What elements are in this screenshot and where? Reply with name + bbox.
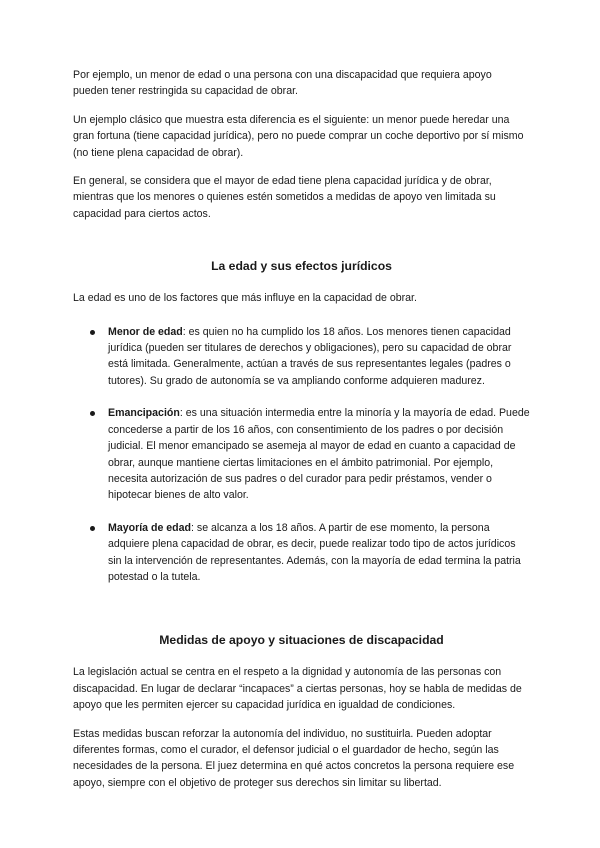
bullet-icon	[90, 411, 95, 416]
list-item	[73, 520, 530, 586]
list-item	[73, 324, 530, 390]
bullet-term: Emancipación	[108, 407, 180, 420]
paragraph-legislation: La legislación actual se centra en el respeto a la dignidad y autonomía de las personas con discapacidad. En lugar de declarar “incapaces” a ciertas personas, hoy se habla de medidas de apoyo que les permiten ejercer su capacidad jurídica en igualdad de condiciones.	[73, 666, 522, 712]
bullet-term: Menor de edad	[108, 325, 183, 338]
paragraph-classic-example: Un ejemplo clásico que muestra esta diferencia es el siguiente: un menor puede heredar una gran fortuna (tiene capacidad jurídica), pero no puede comprar un coche deportivo por sí mismo (no tiene plena capacidad de obrar).	[73, 113, 524, 159]
paragraph-support-measures: Estas medidas buscan reforzar la autonomía del individuo, no sustituirla. Pueden adoptar diferentes formas, como el curador, el defensor judicial o el guardador de hecho, según las necesidades de la persona. El juez determina en qué actos concretos la persona requiere ese apoyo, siempre con el objetivo de proteger sus derechos sin limitar su libertad.	[73, 727, 515, 789]
list-item	[73, 405, 530, 503]
section-intro-age: La edad es uno de los factores que más influye en la capacidad de obrar.	[73, 292, 417, 305]
paragraph-example-minor: Por ejemplo, un menor de edad o una persona con una discapacidad que requiera apoyo pueden tener restringida su capacidad de obrar.	[73, 69, 492, 98]
age-bullet-list	[73, 324, 530, 586]
paragraph-general: En general, se considera que el mayor de edad tiene plena capacidad jurídica y de obrar, mientras que los menores o quienes estén sometidos a medidas de apoyo ven limitada su capacidad para ciertos actos.	[73, 175, 496, 220]
section-heading-age: La edad y sus efectos jurídicos	[211, 259, 392, 274]
bullet-term: Mayoría de edad	[108, 521, 192, 534]
bullet-text: : es quien no ha cumplido los 18 años. Los menores tienen capacidad jurídica (pueden ser titulares de derechos y obligaciones), pero su capacidad de obrar está limitada. Generalmente, actúan a través de sus representantes legales (padres o tutores). Su grado de autonomía se va ampliando conforme adquieren madurez.	[108, 325, 512, 387]
section-heading-support: Medidas de apoyo y situaciones de discapacidad	[159, 633, 444, 648]
bullet-text: : se alcanza a los 18 años. A partir de ese momento, la persona adquiere plena capacidad de obrar, es decir, puede realizar todo tipo de actos jurídicos sin la intervención de representantes. Además, con la mayoría de edad termina la patria potestad o la tutela.	[108, 521, 521, 583]
bullet-text: : es una situación intermedia entre la minoría y la mayoría de edad. Puede concederse a partir de los 16 años, con consentimiento de los padres o por decisión judicial. El menor emancipado se asemeja al mayor de edad en cuanto a capacidad de obrar, aunque mantiene ciertas limitaciones en el ámbito patrimonial. Por ejemplo, necesita autorización de sus padres o del curador para pedir préstamos, vender o hipotecar bienes de alto valor.	[108, 407, 530, 502]
bullet-icon	[90, 330, 95, 335]
bullet-icon	[90, 526, 95, 531]
